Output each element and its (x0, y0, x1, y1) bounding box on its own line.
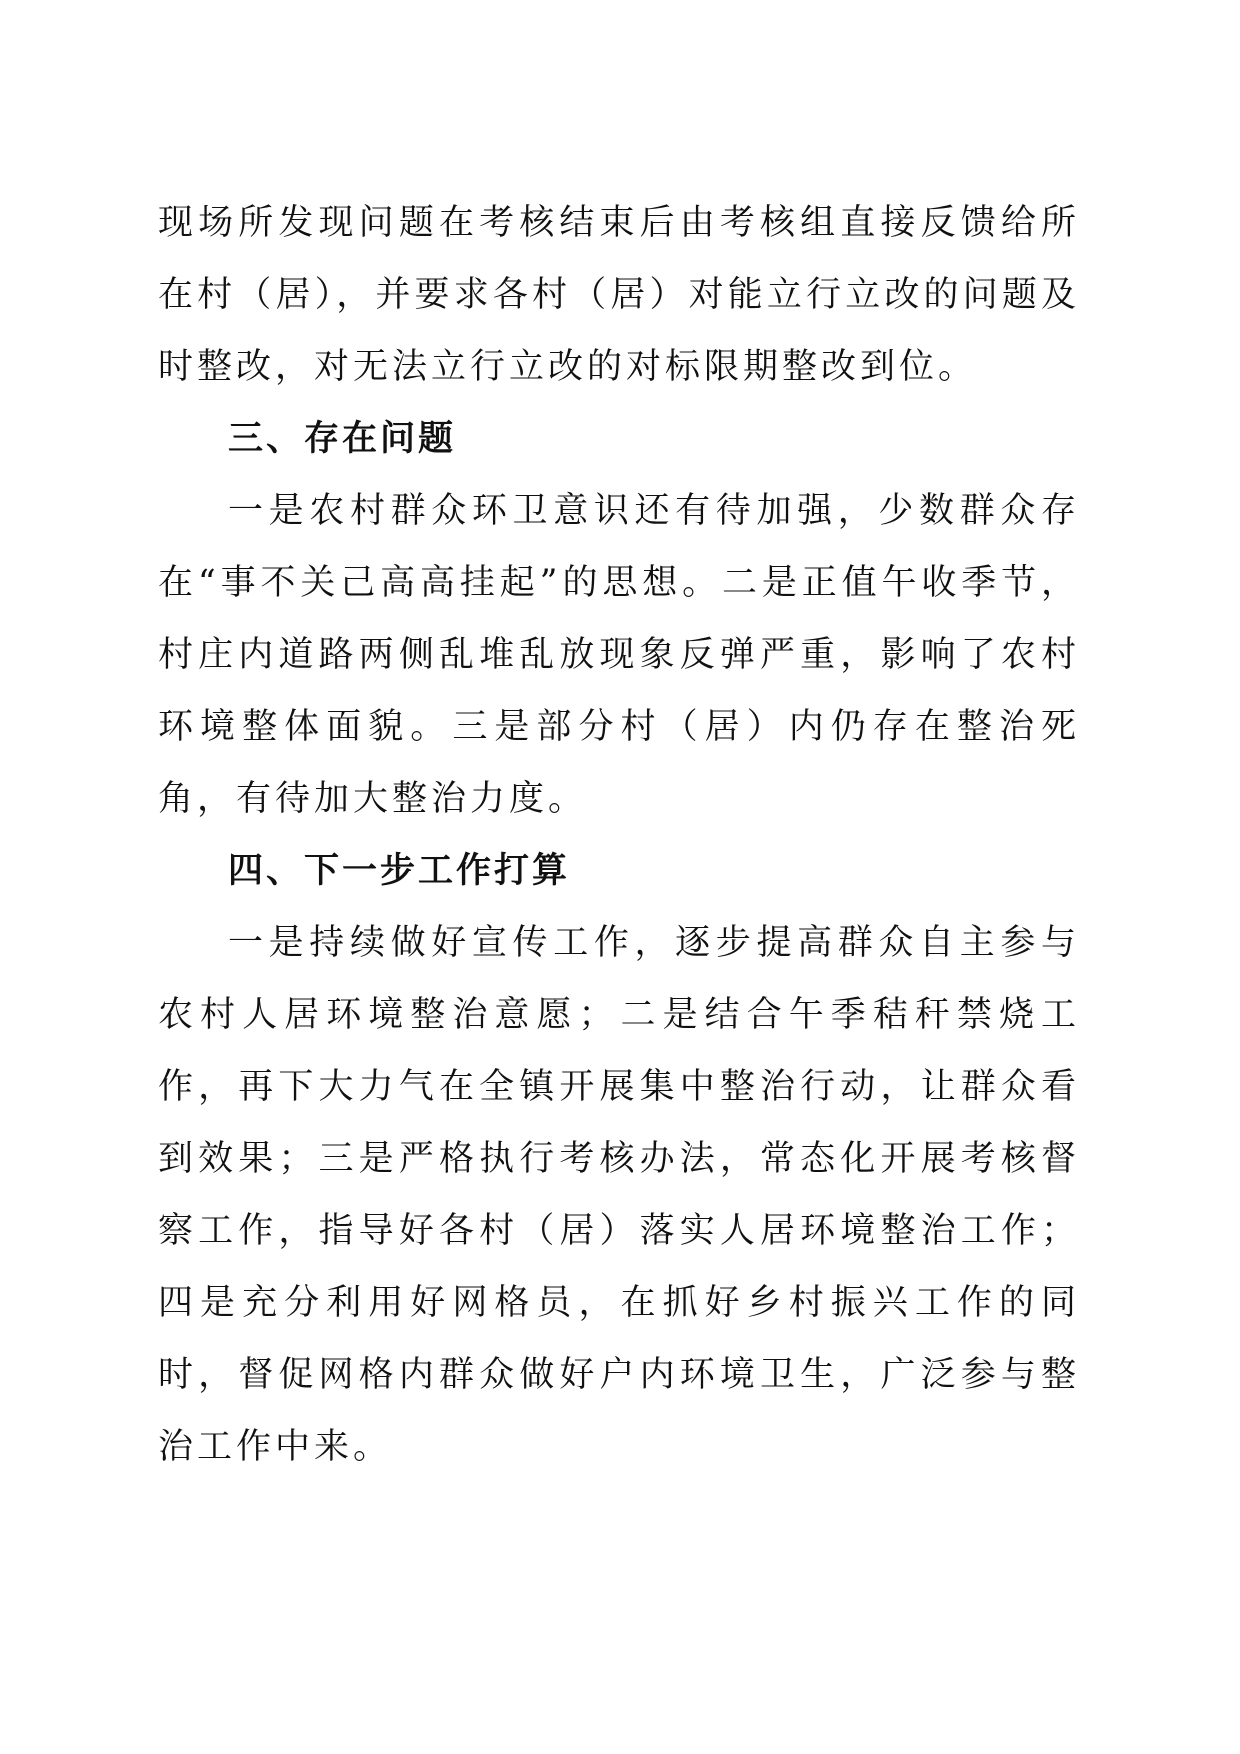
document-body (158, 187, 1080, 1483)
paragraph-continuation: 现场所发现问题在考核结束后由考核组直接反馈给所在村（居），并要求各村（居）对能立行立改的问题及时整改，对无法立行立改的对标限期整改到位。 (158, 203, 1080, 387)
section-heading-next-steps: 四、下一步工作打算 (228, 851, 571, 891)
section-heading-problems: 三、存在问题 (228, 419, 457, 459)
paragraph-next-steps: 一是持续做好宣传工作，逐步提高群众自主参与农村人居环境整治意愿；二是结合午季秸秆禁烧工作，再下大力气在全镇开展集中整治行动，让群众看到效果；三是严格执行考核办法，常态化开展考核督察工作，指导好各村（居）落实人居环境整治工作；四是充分利用好网格员，在抓好乡村振兴工作的同时，督促网格内群众做好户内环境卫生，广泛参与整治工作中来。 (158, 923, 1080, 1467)
paragraph-problems: 一是农村群众环卫意识还有待加强，少数群众存在“事不关己高高挂起”的思想。二是正值午收季节，村庄内道路两侧乱堆乱放现象反弹严重，影响了农村环境整体面貌。三是部分村（居）内仍存在整治死角，有待加大整治力度。 (158, 491, 1080, 819)
